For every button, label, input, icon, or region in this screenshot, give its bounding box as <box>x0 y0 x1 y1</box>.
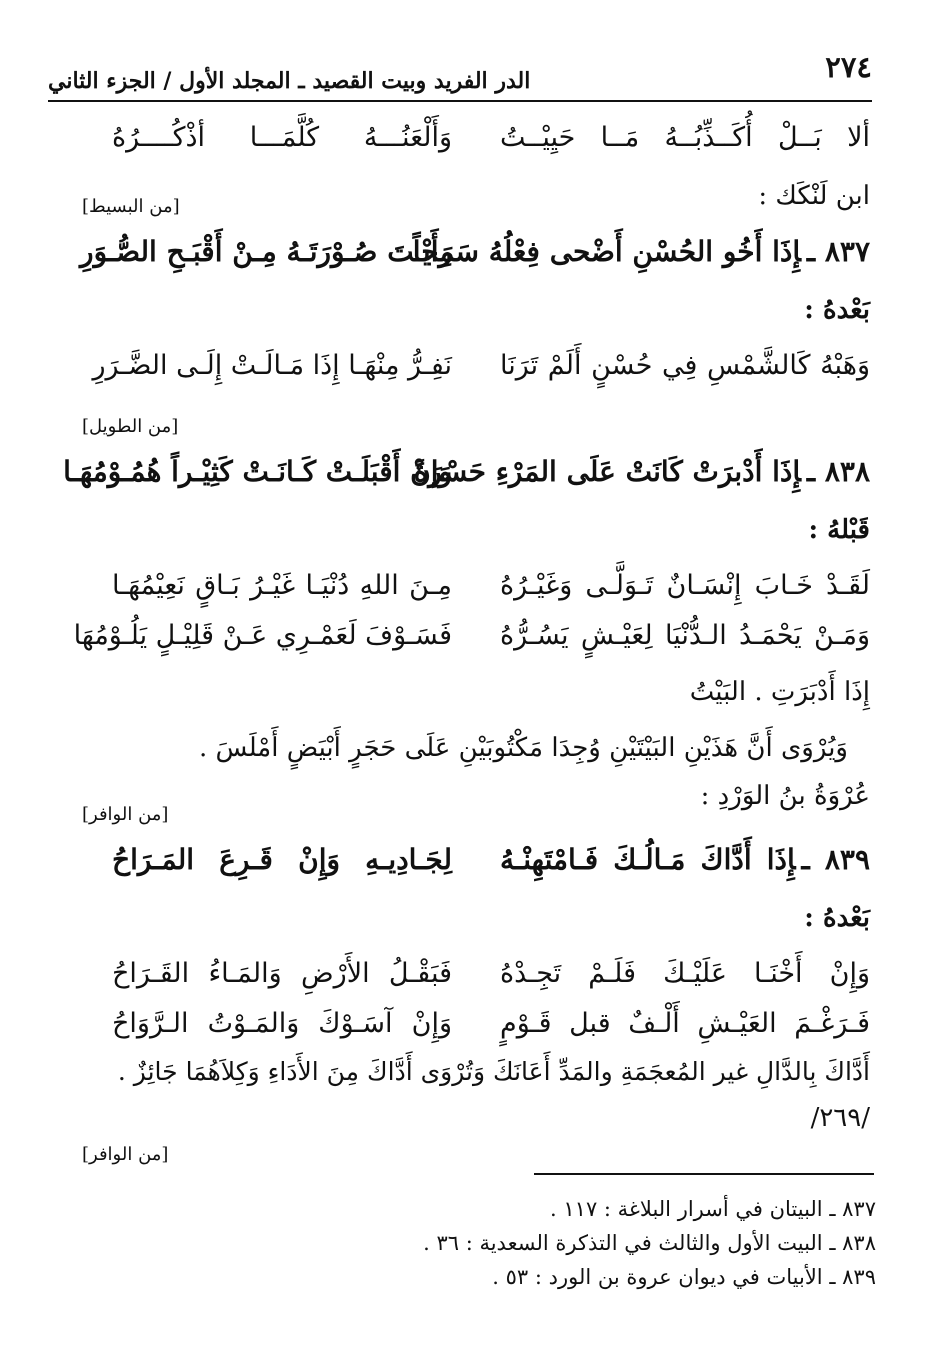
section-label: بَعْدهُ : <box>804 295 870 325</box>
header-rule <box>48 100 872 102</box>
verse-first-hemistich: فَـرَغْـمَ العَيْـشِ أَلْـفٌ قبل قَـوْمٍ <box>500 1008 870 1039</box>
meter-row <box>52 1142 870 1172</box>
section-label: بَعْدهُ : <box>804 903 870 933</box>
footnotes <box>56 1192 876 1294</box>
verse-second-hemistich: وَإنْ أَقْبَلَـتْ كَـانَـتْ كَثِيْـراً هُمُـوْمُهَـا <box>63 455 452 488</box>
commentary-line: أَدَّاكَ بِالدَّالِ غير المُعجَمَةِ والمَدِّ أَعَانَكَ وَتُرْوَى أَدَّاكَ مِنَ الأَدَاءِ وَكِلاَهُمَا جَائِزٌ . <box>117 1057 870 1086</box>
verse-first-hemistich: وَمَـنْ يَحْمَـدُ الـدُّنْيَا لِعَيْـشٍ يَسُـرُّهُ <box>500 620 870 651</box>
verse-first-hemistich: ٨٣٩ ـإِذَا أَدَّاكَ مَـالُـكَ فَـامْتَهِنْـهُ <box>500 843 870 876</box>
footnote-rule <box>534 1173 874 1175</box>
verse-second-hemistich: مِـنَ اللهِ دُنْيَـا غَيْـرُ بَـاقٍ نَعِيْمُهَـا <box>112 570 452 601</box>
verse-number: ٨٣٧ ـ <box>806 235 870 268</box>
verse-first-hemistich: ٨٣٧ ـإِذَا أَخُو الحُسْنِ أَضْحى فِعْلُهُ سَمِجاً <box>412 235 870 268</box>
meter-row <box>52 194 870 224</box>
commentary-line: وَيُرْوَى أَنَّ هَذَيْنِ البَيْتَيْنِ وُجِدَا مَكْتُوبَيْنِ عَلَى حَجَرٍ أَبْيَضٍ أَمْلَسَ . <box>199 733 848 763</box>
verse-first-hemistich: ٨٣٨ ـإِذَا أَدْبرَتْ كَانَتْ عَلَى المَرْءِ حَسْرَةً <box>413 455 870 488</box>
footnote-item: ٨٣٩ ـ الأبيات في ديوان عروة بن الورد : ٥٣ . <box>492 1265 876 1289</box>
footnote-item: ٨٣٨ ـ البيت الأول والثالث في التذكرة السعدية : ٣٦ . <box>423 1231 876 1255</box>
verse-second-hemistich: رَأَيْـتَ صُـوْرَتَـهُ مِـنْ أَقْبَـحِ الصُّـوَرِ <box>80 235 452 268</box>
meter-label: [من الطويل] <box>82 416 179 437</box>
verse-line <box>52 946 870 1004</box>
page-number: ٢٧٤ <box>825 50 872 84</box>
verse-number: ٨٣٨ ـ <box>806 455 870 488</box>
verse-line <box>52 338 870 396</box>
verse-second-hemistich: فَبَقْـلُ الأَرْضِ وَالمَـاءُ القَـرَاحُ <box>112 958 452 989</box>
running-title: الدر الفريد وبيت القصيد ـ المجلد الأول / الجزء الثاني <box>48 68 531 94</box>
poet-intro: ابن لَنْكَك : <box>758 181 870 211</box>
meter-label: [من البسيط] <box>82 196 180 217</box>
verse-second-hemistich: وَإِنْ آسَـوْكَ وَالمَـوْتُ الـرَّوَاحُ <box>112 1008 452 1039</box>
verse-line <box>52 1004 870 1050</box>
verse-second-hemistich: وَأَلْعَنُـــهُ كُلَّمَـــا أذْكُــــرُهُ <box>112 122 452 153</box>
verse-line <box>52 616 870 664</box>
meter-row <box>52 414 870 444</box>
verse-837 <box>52 224 870 282</box>
page-body <box>52 110 870 1172</box>
section-label: قَبْلهُ : <box>808 515 870 545</box>
commentary-line: إِذَا أَدْبَرَتِ . البَيْتُ <box>689 677 870 707</box>
verse-838 <box>52 444 870 502</box>
meter-label: [من الوافر] <box>82 804 169 825</box>
page-header <box>48 46 872 102</box>
meter-row <box>52 802 870 832</box>
poet-intro: عُرْوَةُ بنُ الوَرْدِ : <box>700 781 870 811</box>
verse-number: ٨٣٩ ـ <box>801 843 870 876</box>
meter-label: [من الوافر] <box>82 1144 169 1165</box>
verse-second-hemistich: لِجَـادِيـهِ وَإِنْ قَـرِعَ المَـرَاحُ <box>112 843 452 876</box>
verse-first-hemistich: لَقَـدْ خَـابَ إِنْسَـانٌ تَـوَلَّـى وَغَيْـرُهُ <box>500 570 870 601</box>
verse-line <box>52 110 870 168</box>
verse-second-hemistich: نَفِـرُّ مِنْهَـا إِذَا مَـالَـتْ إِلَـى الضَّـرَرِ <box>92 350 452 381</box>
verse-first-hemistich: وَهَبْهُ كَالشَّمْسِ فِي حُسْنٍ أَلَمْ تَرَنَا <box>500 350 870 381</box>
verse-second-hemistich: فَسَـوْفَ لَعَمْـرِي عَـنْ قَلِيْـلٍ يَلُـوْمُهَا <box>73 620 452 651</box>
verse-839 <box>52 832 870 890</box>
verse-first-hemistich: وَإِنْ أَخْنَـا عَلَيْـكَ فَلَـمْ تَجِـدْهُ <box>500 958 870 989</box>
page-reference: /٢٦٩/ <box>810 1103 870 1133</box>
verse-line <box>52 558 870 616</box>
verse-first-hemistich: ألا بَــلْ أُكَــذِّبُــهُ مَــا حَيِيْــتُ <box>500 122 870 153</box>
footnote-item: ٨٣٧ ـ البيتان في أسرار البلاغة : ١١٧ . <box>550 1197 876 1221</box>
